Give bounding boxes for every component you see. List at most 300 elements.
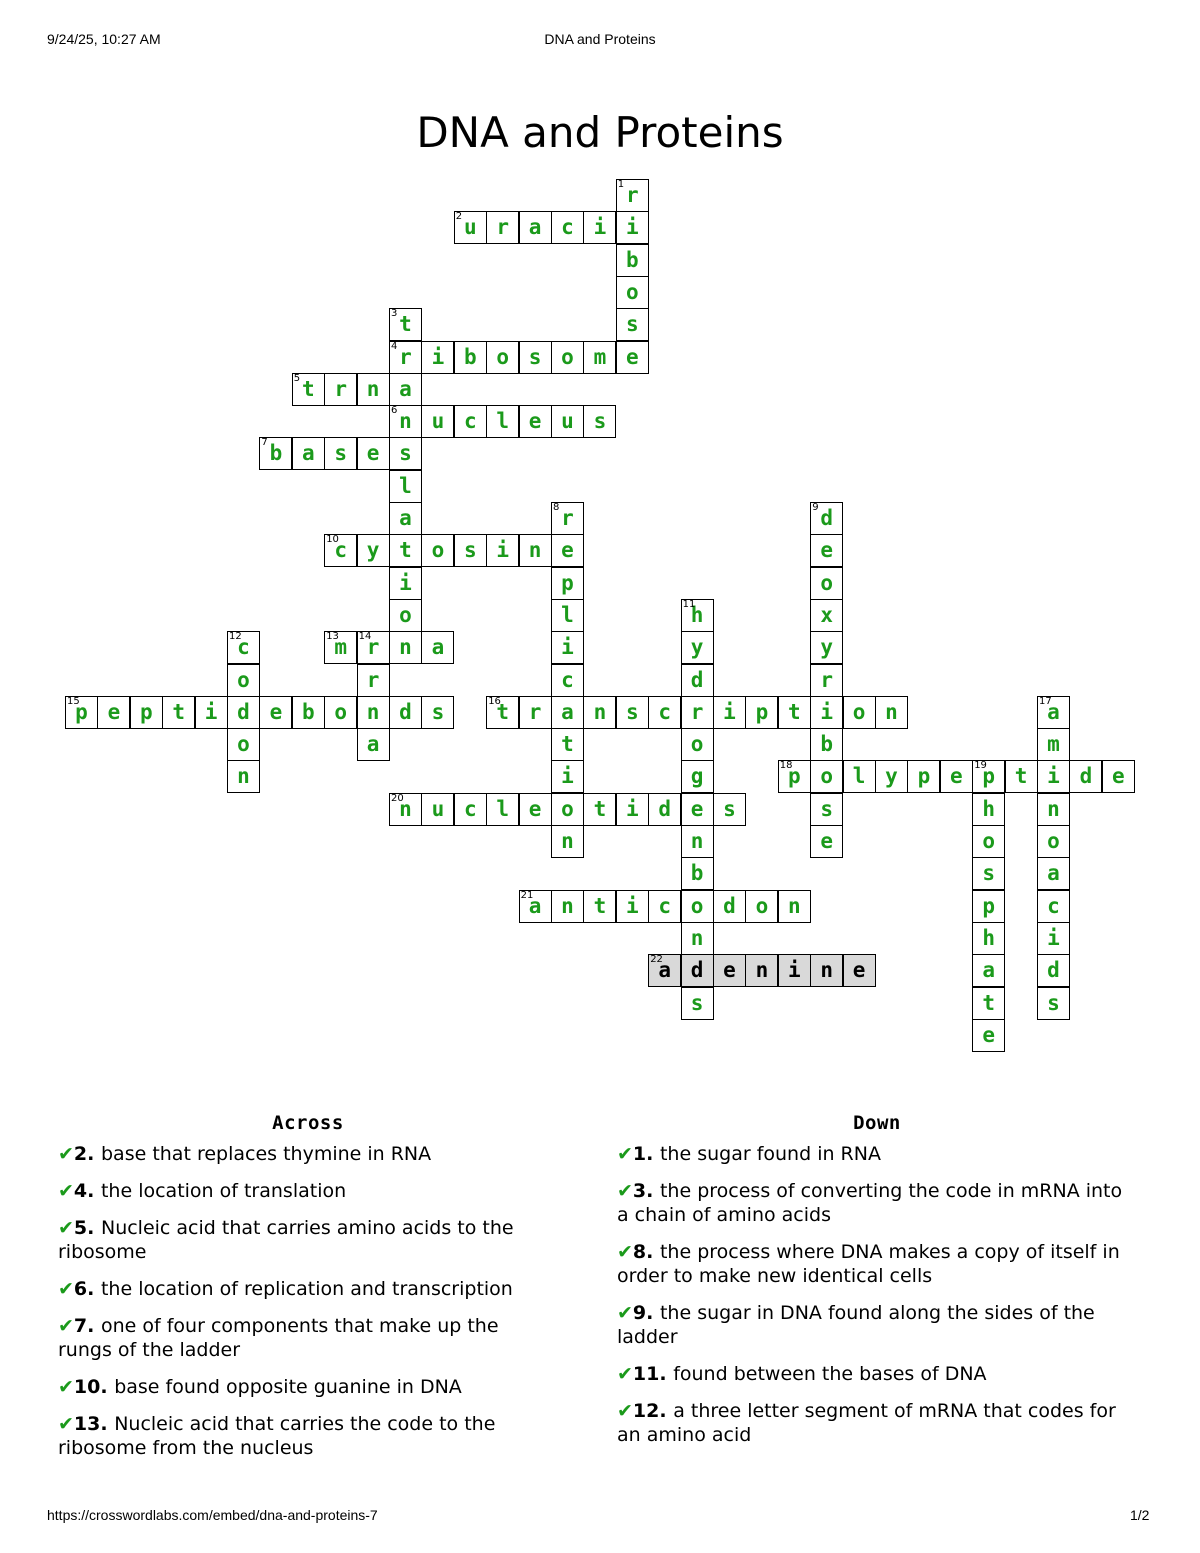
grid-cell[interactable]	[551, 696, 584, 729]
cell-number: 17	[1039, 695, 1052, 707]
cell-letter: n	[1047, 796, 1060, 821]
grid-cell[interactable]	[551, 599, 584, 632]
cell-letter: a	[658, 958, 672, 983]
cell-letter: i	[399, 570, 412, 595]
clue-text: the location of translation	[100, 1180, 347, 1202]
cell-letter: r	[334, 376, 348, 401]
grid-cell[interactable]	[1037, 987, 1070, 1020]
grid-cell[interactable]	[972, 825, 1005, 858]
grid-cell[interactable]	[1037, 954, 1070, 987]
check-icon: ✔	[617, 1241, 633, 1263]
cell-letter: s	[463, 538, 477, 563]
grid-cell[interactable]	[65, 696, 98, 729]
grid-cell[interactable]	[389, 534, 422, 567]
cell-letter: h	[982, 796, 996, 821]
grid-cell[interactable]	[454, 405, 487, 438]
grid-cell[interactable]	[357, 437, 390, 470]
clue-number: 2.	[73, 1143, 101, 1165]
grid-cell[interactable]	[454, 534, 487, 567]
grid-cell[interactable]	[843, 954, 876, 987]
cell-letter: r	[625, 183, 639, 207]
grid-cell[interactable]	[162, 696, 195, 729]
grid-cell[interactable]	[810, 664, 843, 697]
cell-letter: m	[1047, 732, 1060, 757]
grid-cell[interactable]	[519, 341, 552, 374]
cell-letter: a	[528, 893, 542, 918]
grid-cell[interactable]	[292, 373, 325, 406]
grid-cell[interactable]	[486, 211, 519, 244]
grid-cell[interactable]	[616, 696, 649, 729]
grid-cell[interactable]	[389, 696, 422, 729]
grid-cell[interactable]	[972, 890, 1005, 923]
cell-letter: b	[463, 344, 477, 369]
grid-cell[interactable]	[357, 373, 390, 406]
grid-cell[interactable]	[583, 405, 616, 438]
grid-cell[interactable]	[486, 793, 519, 826]
grid-cell[interactable]	[324, 534, 357, 567]
grid-cell[interactable]	[681, 890, 714, 923]
grid-cell[interactable]	[486, 341, 519, 374]
grid-cell[interactable]	[810, 696, 843, 729]
grid-cell[interactable]	[130, 696, 163, 729]
grid-cell[interactable]	[486, 405, 519, 438]
grid-cell[interactable]	[810, 567, 843, 600]
cell-letter: c	[658, 893, 672, 918]
clue-number: 12.	[632, 1400, 674, 1422]
grid-cell[interactable]	[583, 341, 616, 374]
cell-letter: n	[561, 829, 574, 853]
grid-cell[interactable]	[583, 696, 616, 729]
grid-cell[interactable]	[778, 890, 811, 923]
grid-cell[interactable]	[616, 211, 649, 244]
grid-cell[interactable]	[616, 793, 649, 826]
grid-cell[interactable]	[551, 567, 584, 600]
cell-letter: n	[690, 829, 704, 853]
grid-cell[interactable]	[454, 341, 487, 374]
cell-letter: p	[982, 893, 996, 918]
grid-cell[interactable]	[389, 793, 422, 826]
grid-cell[interactable]	[681, 954, 714, 987]
grid-cell[interactable]	[551, 341, 584, 374]
clue-number: 3.	[632, 1180, 660, 1202]
grid-cell[interactable]	[389, 308, 422, 341]
cell-letter: o	[431, 538, 445, 563]
grid-cell[interactable]	[1069, 760, 1102, 793]
cell-letter: p	[917, 764, 931, 789]
clue-text: Nucleic acid that carries amino acids to the ribosome	[58, 1217, 514, 1263]
clue-item	[58, 1277, 558, 1301]
grid-cell[interactable]	[292, 437, 325, 470]
across-clues	[58, 1112, 558, 1473]
grid-cell[interactable]	[972, 1019, 1005, 1052]
check-icon: ✔	[58, 1143, 74, 1165]
cell-number: 22	[650, 954, 663, 966]
grid-cell[interactable]	[907, 760, 940, 793]
grid-cell[interactable]	[227, 696, 260, 729]
grid-cell[interactable]	[810, 954, 843, 987]
grid-cell[interactable]	[421, 631, 454, 664]
grid-cell[interactable]	[551, 664, 584, 697]
clue-text: the location of replication and transcription	[100, 1278, 513, 1300]
grid-cell[interactable]	[681, 728, 714, 761]
grid-cell[interactable]	[681, 922, 714, 955]
cell-letter: d	[658, 796, 672, 821]
cell-letter: o	[852, 699, 866, 724]
cell-letter: i	[561, 764, 574, 789]
grid-cell[interactable]	[1037, 728, 1070, 761]
grid-cell[interactable]	[681, 760, 714, 793]
grid-cell[interactable]	[648, 954, 681, 987]
cell-letter: r	[366, 667, 380, 692]
grid-cell[interactable]	[357, 728, 390, 761]
cell-letter: i	[625, 893, 639, 918]
cell-letter: o	[690, 893, 704, 918]
grid-cell[interactable]	[810, 728, 843, 761]
grid-cell[interactable]	[551, 211, 584, 244]
cell-letter: n	[885, 699, 898, 724]
clue-item	[617, 1179, 1137, 1227]
grid-cell[interactable]	[389, 599, 422, 632]
grid-cell[interactable]	[389, 437, 422, 470]
cell-letter: h	[690, 602, 704, 627]
grid-cell[interactable]	[810, 793, 843, 826]
check-icon: ✔	[58, 1278, 74, 1300]
cell-letter: o	[820, 570, 834, 595]
cell-letter: l	[496, 796, 510, 821]
cell-letter: i	[431, 344, 445, 369]
grid-cell[interactable]	[810, 760, 843, 793]
cell-letter: i	[1047, 764, 1060, 789]
grid-cell[interactable]	[972, 760, 1005, 793]
cell-letter: s	[820, 796, 834, 821]
grid-cell[interactable]	[713, 954, 746, 987]
cell-letter: c	[1047, 893, 1060, 918]
grid-cell[interactable]	[357, 534, 390, 567]
cell-letter: y	[366, 538, 380, 563]
grid-cell[interactable]	[227, 631, 260, 664]
grid-cell[interactable]	[227, 664, 260, 697]
grid-cell[interactable]	[1037, 760, 1070, 793]
page-title: DNA and Proteins	[416, 108, 784, 158]
grid-cell[interactable]	[843, 696, 876, 729]
grid-cell[interactable]	[389, 470, 422, 503]
grid-cell[interactable]	[421, 405, 454, 438]
cell-letter: y	[885, 764, 898, 789]
cell-letter: b	[269, 441, 283, 466]
cell-letter: t	[399, 538, 412, 563]
grid-cell[interactable]	[940, 760, 973, 793]
grid-cell[interactable]	[648, 696, 681, 729]
grid-cell[interactable]	[454, 793, 487, 826]
grid-cell[interactable]	[616, 179, 649, 212]
grid-cell[interactable]	[648, 793, 681, 826]
cell-letter: d	[723, 893, 736, 918]
clue-text: the process where DNA makes a copy of itself in order to make new identical cells	[617, 1241, 1120, 1287]
clue-number: 4.	[73, 1180, 101, 1202]
cell-letter: i	[496, 538, 510, 563]
cell-letter: i	[625, 215, 639, 240]
grid-cell[interactable]	[681, 631, 714, 664]
cell-letter: s	[1047, 990, 1060, 1015]
clue-text: the sugar found in RNA	[659, 1143, 881, 1165]
clue-number: 8.	[632, 1241, 660, 1263]
cell-letter: o	[982, 829, 996, 853]
grid-cell[interactable]	[972, 922, 1005, 955]
grid-cell[interactable]	[389, 631, 422, 664]
check-icon: ✔	[617, 1363, 633, 1385]
cell-letter: r	[528, 699, 542, 724]
cell-letter: o	[1047, 829, 1060, 853]
grid-cell[interactable]	[681, 664, 714, 697]
cell-letter: t	[561, 732, 574, 757]
cell-letter: a	[561, 699, 574, 724]
cell-letter: c	[658, 699, 672, 724]
cell-letter: d	[399, 699, 412, 724]
grid-cell[interactable]	[1037, 696, 1070, 729]
grid-cell[interactable]	[810, 631, 843, 664]
grid-cell[interactable]	[616, 341, 649, 374]
grid-cell[interactable]	[519, 793, 552, 826]
cell-letter: t	[982, 990, 996, 1015]
check-icon: ✔	[617, 1302, 633, 1324]
grid-cell[interactable]	[551, 502, 584, 535]
grid-cell[interactable]	[551, 405, 584, 438]
grid-cell[interactable]	[972, 793, 1005, 826]
grid-cell[interactable]	[324, 631, 357, 664]
clue-text: one of four components that make up the rungs of the ladder	[58, 1315, 499, 1361]
grid-cell[interactable]	[1005, 760, 1038, 793]
cell-letter: p	[787, 764, 801, 789]
cell-letter: t	[593, 893, 607, 918]
cell-letter: r	[399, 344, 412, 369]
grid-cell[interactable]	[357, 664, 390, 697]
cell-letter: o	[820, 764, 834, 789]
cell-letter: o	[561, 796, 574, 821]
cell-letter: o	[496, 344, 510, 369]
grid-cell[interactable]	[259, 696, 292, 729]
grid-cell[interactable]	[681, 987, 714, 1020]
grid-cell[interactable]	[389, 567, 422, 600]
clue-number: 7.	[73, 1315, 101, 1337]
grid-cell[interactable]	[681, 696, 714, 729]
grid-cell[interactable]	[1037, 890, 1070, 923]
grid-cell[interactable]	[195, 696, 228, 729]
grid-cell[interactable]	[778, 696, 811, 729]
cell-letter: a	[982, 958, 996, 983]
grid-cell[interactable]	[389, 341, 422, 374]
grid-cell[interactable]	[324, 373, 357, 406]
cell-number: 3	[391, 308, 398, 320]
check-icon: ✔	[617, 1180, 633, 1202]
grid-cell[interactable]	[324, 696, 357, 729]
cell-letter: x	[820, 602, 834, 627]
cell-number: 11	[682, 598, 696, 610]
grid-cell[interactable]	[616, 244, 649, 277]
page-number: 1/2	[1130, 1507, 1150, 1523]
clue-item	[617, 1399, 1137, 1447]
grid-cell[interactable]	[810, 825, 843, 858]
grid-cell[interactable]	[875, 760, 908, 793]
grid-cell[interactable]	[583, 793, 616, 826]
cell-letter: h	[982, 925, 996, 950]
cell-number: 16	[488, 695, 501, 707]
grid-cell[interactable]	[227, 728, 260, 761]
grid-cell[interactable]	[421, 696, 454, 729]
cell-letter: p	[982, 764, 996, 789]
cell-number: 14	[358, 631, 372, 643]
cell-letter: a	[366, 732, 380, 757]
clue-number: 5.	[73, 1217, 101, 1239]
cell-letter: n	[593, 699, 607, 724]
cell-letter: p	[139, 699, 153, 724]
grid-cell[interactable]	[1037, 857, 1070, 890]
cell-letter: a	[1047, 699, 1060, 724]
cell-number: 13	[326, 631, 339, 643]
grid-cell[interactable]	[227, 760, 260, 793]
clue-text: base found opposite guanine in DNA	[114, 1376, 462, 1398]
grid-cell[interactable]	[551, 793, 584, 826]
cell-letter: o	[334, 699, 348, 724]
cell-letter: e	[820, 538, 834, 563]
cell-letter: n	[755, 958, 769, 983]
clue-item	[58, 1142, 558, 1166]
grid-cell[interactable]	[1037, 922, 1070, 955]
grid-cell[interactable]	[583, 211, 616, 244]
grid-cell[interactable]	[551, 890, 584, 923]
cell-letter: e	[982, 1022, 996, 1047]
grid-cell[interactable]	[551, 534, 584, 567]
cell-letter: g	[690, 764, 704, 789]
clue-text: Nucleic acid that carries the code to the ribosome from the nucleus	[58, 1413, 496, 1459]
grid-cell[interactable]	[681, 857, 714, 890]
grid-cell[interactable]	[292, 696, 325, 729]
grid-cell[interactable]	[778, 760, 811, 793]
grid-cell[interactable]	[389, 373, 422, 406]
grid-cell[interactable]	[519, 696, 552, 729]
grid-cell[interactable]	[1102, 760, 1135, 793]
grid-cell[interactable]	[810, 599, 843, 632]
grid-cell[interactable]	[778, 954, 811, 987]
grid-cell[interactable]	[519, 211, 552, 244]
grid-cell[interactable]	[745, 890, 778, 923]
cell-number: 21	[520, 889, 534, 901]
clue-item	[617, 1301, 1137, 1349]
cell-letter: i	[204, 699, 218, 724]
clue-number: 10.	[73, 1376, 115, 1398]
grid-cell[interactable]	[681, 793, 714, 826]
grid-cell[interactable]	[486, 696, 519, 729]
cell-letter: y	[690, 635, 704, 660]
cell-letter: i	[723, 699, 736, 724]
cell-letter: l	[852, 764, 866, 789]
grid-cell[interactable]	[551, 728, 584, 761]
cell-letter: e	[723, 958, 736, 983]
cell-letter: r	[561, 506, 574, 530]
grid-cell[interactable]	[972, 987, 1005, 1020]
grid-cell[interactable]	[421, 341, 454, 374]
clue-text: found between the bases of DNA	[673, 1363, 987, 1385]
grid-cell[interactable]	[389, 405, 422, 438]
grid-cell[interactable]	[421, 534, 454, 567]
grid-cell[interactable]	[681, 825, 714, 858]
cell-letter: e	[107, 699, 121, 724]
cell-letter: s	[625, 699, 639, 724]
grid-cell[interactable]	[519, 534, 552, 567]
cell-letter: s	[528, 344, 542, 369]
grid-cell[interactable]	[1037, 793, 1070, 826]
grid-cell[interactable]	[583, 890, 616, 923]
grid-cell[interactable]	[259, 437, 292, 470]
grid-cell[interactable]	[324, 437, 357, 470]
grid-cell[interactable]	[810, 534, 843, 567]
grid-cell[interactable]	[972, 857, 1005, 890]
grid-cell[interactable]	[551, 631, 584, 664]
grid-cell[interactable]	[389, 502, 422, 535]
grid-cell[interactable]	[519, 405, 552, 438]
grid-cell[interactable]	[551, 825, 584, 858]
footer-url: https://crosswordlabs.com/embed/dna-and-proteins-7	[47, 1507, 378, 1523]
cell-letter: s	[431, 699, 445, 724]
cell-letter: i	[1047, 925, 1060, 950]
cell-letter: c	[334, 538, 348, 563]
cell-letter: n	[820, 958, 834, 983]
grid-cell[interactable]	[357, 696, 390, 729]
grid-cell[interactable]	[745, 954, 778, 987]
grid-cell[interactable]	[648, 890, 681, 923]
grid-cell[interactable]	[551, 760, 584, 793]
grid-cell[interactable]	[616, 890, 649, 923]
grid-cell[interactable]	[843, 760, 876, 793]
grid-cell[interactable]	[454, 211, 487, 244]
grid-cell[interactable]	[681, 599, 714, 632]
cell-letter: c	[237, 635, 250, 660]
grid-cell[interactable]	[875, 696, 908, 729]
grid-cell[interactable]	[421, 793, 454, 826]
grid-cell[interactable]	[972, 954, 1005, 987]
cell-letter: c	[561, 215, 574, 240]
grid-cell[interactable]	[810, 502, 843, 535]
grid-cell[interactable]	[616, 276, 649, 309]
cell-letter: s	[723, 796, 736, 821]
cell-letter: e	[528, 796, 542, 821]
print-doc-title: DNA and Proteins	[544, 31, 656, 47]
cell-letter: b	[690, 861, 704, 886]
cell-letter: t	[172, 699, 186, 724]
grid-cell[interactable]	[519, 890, 552, 923]
clue-item	[617, 1240, 1137, 1288]
cell-number: 9	[812, 502, 819, 513]
grid-cell[interactable]	[97, 696, 130, 729]
cell-letter: e	[625, 344, 639, 369]
grid-cell[interactable]	[486, 534, 519, 567]
grid-cell[interactable]	[745, 696, 778, 729]
cell-letter: s	[982, 861, 996, 886]
grid-cell[interactable]	[357, 631, 390, 664]
grid-cell[interactable]	[616, 308, 649, 341]
cell-letter: e	[561, 538, 574, 563]
clue-number: 11.	[632, 1363, 674, 1385]
cell-letter: s	[593, 409, 607, 434]
grid-cell[interactable]	[713, 890, 746, 923]
cell-letter: d	[237, 699, 250, 724]
cell-letter: c	[561, 667, 574, 692]
grid-cell[interactable]	[713, 696, 746, 729]
cell-letter: d	[1047, 958, 1060, 983]
cell-letter: a	[528, 215, 542, 240]
grid-cell[interactable]	[1037, 825, 1070, 858]
grid-cell[interactable]	[713, 793, 746, 826]
cell-letter: n	[690, 925, 704, 950]
